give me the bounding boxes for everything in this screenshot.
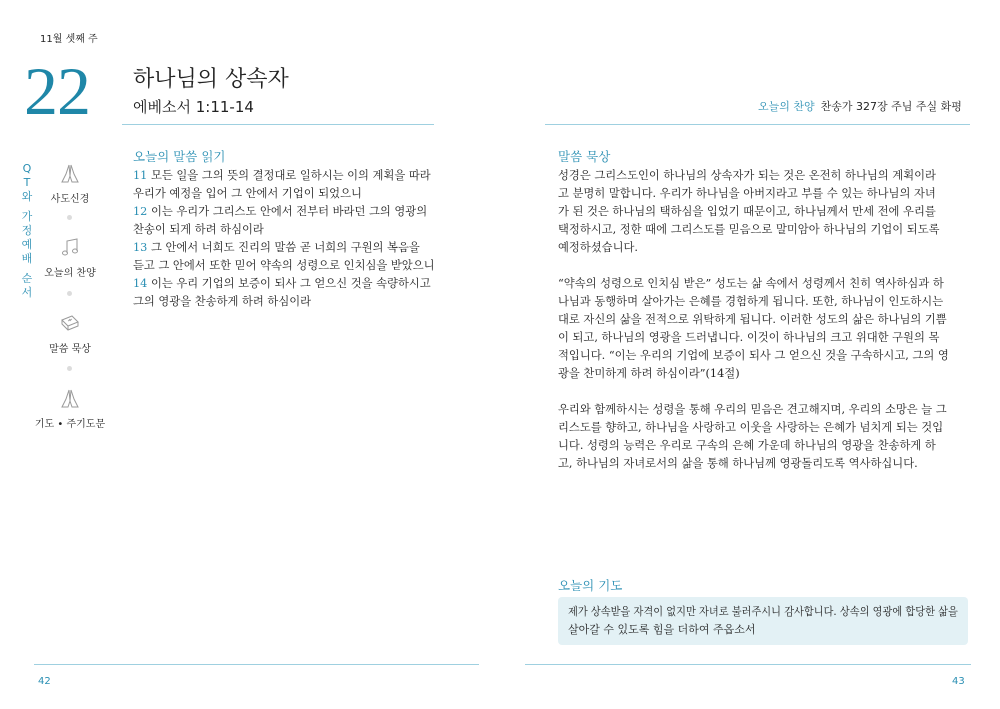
verse-line: 11 모든 일을 그의 뜻의 결정대로 일하시는 이의 계획을 따라 — [133, 169, 431, 182]
verse-line: 우리가 예정을 입어 그 안에서 기업이 되었으니 — [133, 187, 362, 200]
verse-line: 13 그 안에서 너희도 진리의 말씀 곧 너희의 구원의 복음을 — [133, 241, 420, 254]
verse-line: 12 이는 우리가 그리스도 안에서 전부터 바라던 그의 영광의 — [133, 205, 428, 218]
footer-rule-left — [34, 664, 479, 665]
reading-heading: 오늘의 말씀 읽기 — [133, 149, 226, 164]
hymn-value: 찬송가 327장 주님 주실 화평 — [820, 100, 962, 113]
scripture-reference: 에베소서 1:11-14 — [133, 98, 254, 116]
prayer-heading: 오늘의 기도 — [558, 578, 623, 593]
step-divider-dot — [67, 291, 72, 296]
verse-number: 13 — [133, 241, 148, 254]
verse-line: 14 이는 우리 기업의 보증이 되사 그 얻으신 것을 속량하시고 — [133, 277, 431, 290]
scripture-text — [133, 167, 443, 311]
verse-number: 11 — [133, 169, 148, 182]
music-note-icon — [58, 236, 82, 260]
step-divider-dot — [67, 366, 72, 371]
verse-number: 14 — [133, 277, 148, 290]
bible-book-icon — [58, 312, 82, 336]
page-number-left: 42 — [38, 676, 51, 687]
meditation-paragraph: “약속의 성령으로 인치심 받은” 성도는 삶 속에서 성령께서 친히 역사하심과 하 나님과 동행하며 살아가는 은혜를 경험하게 됩니다. 또한, 하나님이 인도하시는 대로 자신의 삶을 전적으로 위탁하게 됩니다. 이러한 성도의 삶은 하나님의 기쁨 이 되고, 하나님의 영광을 드러냅니다. 이것이 하나님의 크고 위대한 구원의 목 적입니다. “이는 우리의 기업에 보증이 되사 그 얻으신 것을 구속하시고, 그의 영 광을 찬미하게 하려 하심이라”(14절) — [558, 277, 949, 380]
prayer-line: 살아갈 수 있도록 힘을 더하여 주옵소서 — [568, 623, 756, 636]
qt-order-vertical-label: Q T 와 가 정 예 배 순 서 — [21, 162, 33, 299]
meditation-heading: 말씀 묵상 — [558, 149, 611, 164]
verse-line: 찬송이 되게 하려 하심이라 — [133, 223, 264, 236]
verse-number: 12 — [133, 205, 148, 218]
prayer-box — [558, 597, 968, 645]
meditation-paragraph: 성경은 그리스도인이 하나님의 상속자가 되는 것은 온전히 하나님의 계획이라 고 분명히 말합니다. 우리가 하나님을 아버지라고 부를 수 있는 하나님의 자녀 가 된 것은 하나님의 택하심을 입었기 때문이고, 하나님께서 만세 전에 우리를 택정하시고, 정한 때에 그리스도를 믿음으로 말미암아 하나님의 기업이 되도록 예정하셨습니다. — [558, 169, 940, 254]
praying-hands-icon — [58, 162, 82, 186]
prayer-line: 제가 상속받을 자격이 없지만 자녀로 불러주시니 감사합니다. 상속의 영광에 합당한 삶을 — [568, 605, 958, 618]
todays-hymn — [758, 98, 962, 114]
step-divider-dot — [67, 215, 72, 220]
week-label: 11월 셋째 주 — [40, 34, 98, 45]
step-apostles-creed: 사도신경 — [30, 162, 110, 205]
praying-hands-icon — [58, 387, 82, 411]
step-todays-hymn: 오늘의 찬양 — [30, 236, 110, 279]
page-title: 하나님의 상속자 — [133, 67, 289, 92]
step-prayer: 기도 • 주기도문 — [30, 387, 110, 430]
header-rule-right — [545, 124, 970, 125]
hymn-label: 오늘의 찬양 — [758, 100, 815, 113]
meditation-text — [558, 167, 968, 473]
header-rule-left — [122, 124, 434, 125]
day-number: 22 — [24, 53, 90, 129]
footer-rule-right — [525, 664, 971, 665]
meditation-paragraph: 우리와 함께하시는 성령을 통해 우리의 믿음은 견고해지며, 우리의 소망은 늘 그 리스도를 향하고, 하나님을 사랑하고 이웃을 사랑하는 은혜가 넘치게 되는 것입 니다. 성령의 능력은 우리로 구속의 은혜 가운데 하나님의 영광을 찬송하게 하 고, 하나님의 자녀로서의 삶을 통해 하나님께 영광돌리도록 역사하십니다. — [558, 403, 947, 470]
page-number-right: 43 — [952, 676, 965, 687]
verse-line: 그의 영광을 찬송하게 하려 하심이라 — [133, 295, 312, 308]
verse-line: 듣고 그 안에서 또한 믿어 약속의 성령으로 인치심을 받았으니 — [133, 259, 435, 272]
step-meditation: 말씀 묵상 — [30, 312, 110, 355]
